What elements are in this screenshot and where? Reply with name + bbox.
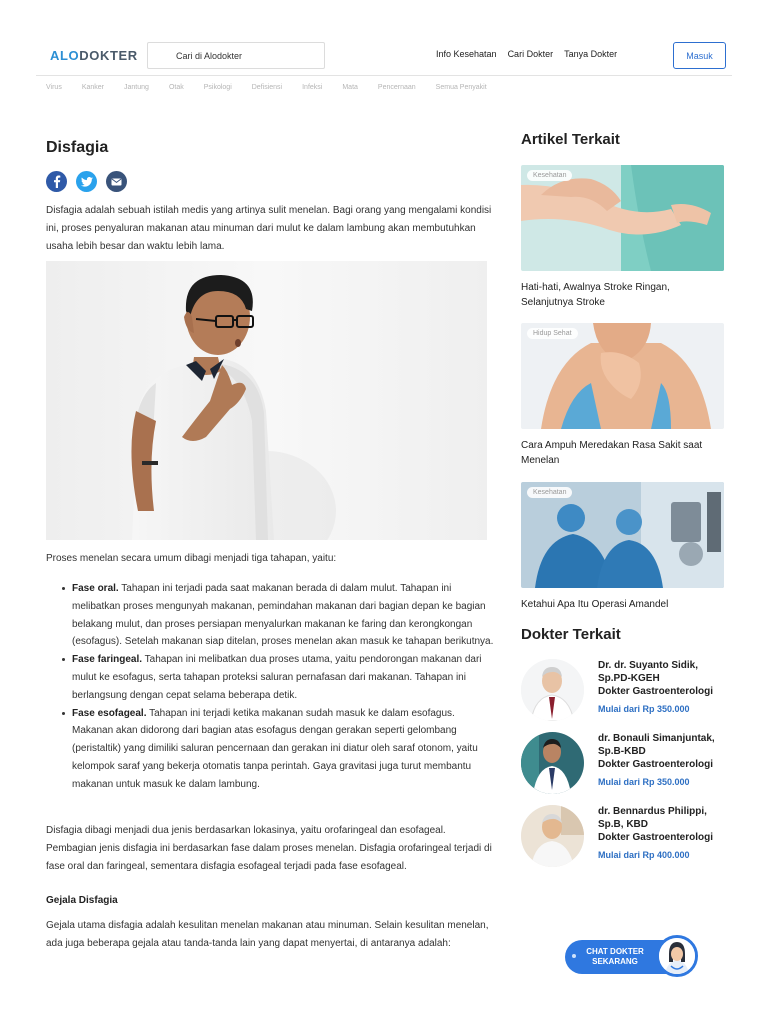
chat-line-2: SEKARANG xyxy=(592,957,638,966)
doctor-avatar xyxy=(521,659,584,721)
login-button[interactable]: Masuk xyxy=(673,42,726,69)
stages-intro: Proses menelan secara umum dibagi menjadi tiga tahapan, yaitu: xyxy=(46,553,337,564)
article-thumbnail[interactable] xyxy=(521,323,724,429)
category-defisiensi[interactable]: Defisiensi xyxy=(251,84,283,91)
doctor-name: dr. Bennardus Philippi, Sp.B, KBD Dokter Gastroenterologi xyxy=(598,806,714,843)
swallowing-stages-list xyxy=(72,580,497,794)
search-input[interactable] xyxy=(147,42,325,69)
category-nav xyxy=(46,84,507,91)
stage-text: Tahapan ini melibatkan dua proses utama, yaitu pendorongan makanan dari mulut ke esofagus, serta tahapan proteksi saluran pernafasan dari makanan. Tahapan ini berlangsung dengan cepat selama beberapa detik. xyxy=(72,654,482,701)
alodokter-logo[interactable]: ALODOKTER xyxy=(50,48,138,63)
list-item xyxy=(72,705,497,794)
doctor-specialty: Dokter Gastroenterologi xyxy=(598,759,714,770)
category-jantung[interactable]: Jantung xyxy=(124,84,149,91)
nav-cari-dokter[interactable]: Cari Dokter xyxy=(507,49,554,59)
article-thumbnail[interactable] xyxy=(521,165,724,271)
twitter-share-icon[interactable] xyxy=(76,171,97,192)
search-placeholder: Cari di Alodokter xyxy=(176,51,243,61)
doctor-name: Dr. dr. Suyanto Sidik, Sp.PD-KGEH Dokter Gastroenterologi xyxy=(598,660,714,697)
category-psikologi[interactable]: Psikologi xyxy=(203,84,232,91)
stage-text: Tahapan ini terjadi ketika makanan sudah masuk ke dalam esofagus. Makanan akan didorong dari bagian atas esofagus dengan gerakan seperti gelombang (peristaltik) yang dimiliki saluran pencernaan dan gerakan ini diatur oleh saraf otonom, yaitu kelompok saraf yang bekerja otomatis tanpa perintah. Gaya gravitasi juga turut membantu makanan untuk masuk ke dalam lambung. xyxy=(72,707,478,790)
list-item xyxy=(72,580,497,651)
category-pencernaan[interactable]: Pencernaan xyxy=(377,84,416,91)
doctor-price: Mulai dari Rp 350.000 xyxy=(598,777,690,787)
article-title-link[interactable]: Cara Ampuh Meredakan Rasa Sakit saat Menelan xyxy=(521,440,703,466)
gejala-paragraph: Gejala utama disfagia adalah kesulitan menelan makanan atau minuman. Selain kesulitan menelan, ada juga beberapa gejala atau tanda-tanda lain yang dapat menyertai, di antaranya adalah: xyxy=(46,920,489,949)
doctor-card[interactable] xyxy=(521,659,731,721)
category-virus[interactable]: Virus xyxy=(46,84,62,91)
category-infeksi[interactable]: Infeksi xyxy=(302,84,323,91)
category-mata[interactable]: Mata xyxy=(342,84,358,91)
article-title: Disfagia xyxy=(46,139,109,156)
doctor-name: dr. Bonauli Simanjuntak, Sp.B-KBD Dokter Gastroenterologi xyxy=(598,733,715,770)
article-tag: Kesehatan xyxy=(527,170,572,181)
nav-info-kesehatan[interactable]: Info Kesehatan xyxy=(436,49,497,59)
doctor-card[interactable] xyxy=(521,805,731,867)
gejala-heading: Gejala Disfagia xyxy=(46,895,118,906)
doctor-card[interactable] xyxy=(521,732,731,794)
stage-text: Tahapan ini terjadi pada saat makanan berada di dalam mulut. Tahapan ini melibatkan proses mengunyah makanan, pemindahan makanan dari bagian depan ke bagian belakang mulut, dan proses persiapan menyalurkan makanan ke faring dan kerongkongan (esofagus). Setelah makanan siap ditelan, proses menelan akan masuk ke tahapan berikutnya. xyxy=(72,583,494,648)
doctor-price: Mulai dari Rp 350.000 xyxy=(598,704,690,714)
category-otak[interactable]: Otak xyxy=(168,84,184,91)
site-header xyxy=(36,36,732,76)
facebook-share-icon[interactable] xyxy=(46,171,67,192)
types-paragraph: Disfagia dibagi menjadi dua jenis berdasarkan lokasinya, yaitu orofaringeal dan esofageal. Pembagian jenis disfagia ini berdasarkan fase dalam proses menelan. Disfagia orofaringeal terjadi di fase oral dan faringeal, sementara disfagia esofageal terjadi pada fase esofageal. xyxy=(46,825,492,872)
doctor-avatar xyxy=(521,732,584,794)
stage-term: Fase esofageal. xyxy=(72,707,147,719)
article-tag: Kesehatan xyxy=(527,487,572,498)
article-intro: Disfagia adalah sebuah istilah medis yang artinya sulit menelan. Bagi orang yang mengalami kondisi ini, proses penyaluran makanan atau minuman dari mulut ke dalam lambung akan membutuhkan usaha lebih besar dan waktu lebih lama. xyxy=(46,205,492,252)
list-item xyxy=(72,651,497,704)
related-doctors-heading: Dokter Terkait xyxy=(521,626,621,643)
nav-tanya-dokter[interactable]: Tanya Dokter xyxy=(564,49,618,59)
article-thumbnail[interactable] xyxy=(521,482,724,588)
stage-term: Fase faringeal. xyxy=(72,654,143,666)
doctor-specialty: Dokter Gastroenterologi xyxy=(598,832,714,843)
stage-term: Fase oral. xyxy=(72,583,119,594)
article-tag: Hidup Sehat xyxy=(527,328,578,339)
article-title-link[interactable]: Hati-hati, Awalnya Stroke Ringan, Selanjutnya Stroke xyxy=(521,282,670,308)
category-kanker[interactable]: Kanker xyxy=(81,84,105,91)
doctor-avatar xyxy=(521,805,584,867)
category-semua-penyakit[interactable]: Semua Penyakit xyxy=(435,84,487,91)
email-share-icon[interactable] xyxy=(106,171,127,192)
doctor-specialty: Dokter Gastroenterologi xyxy=(598,686,714,697)
chat-indicator-dot xyxy=(572,954,576,958)
related-articles-heading: Artikel Terkait xyxy=(521,131,620,148)
chat-doctor-avatar-icon[interactable] xyxy=(656,935,698,977)
doctor-price: Mulai dari Rp 400.000 xyxy=(598,850,690,860)
hero-image xyxy=(46,261,487,540)
article-title-link[interactable]: Ketahui Apa Itu Operasi Amandel xyxy=(521,599,669,610)
chat-line-1: CHAT DOKTER xyxy=(586,947,644,956)
main-nav xyxy=(436,49,617,59)
share-buttons xyxy=(46,171,127,192)
